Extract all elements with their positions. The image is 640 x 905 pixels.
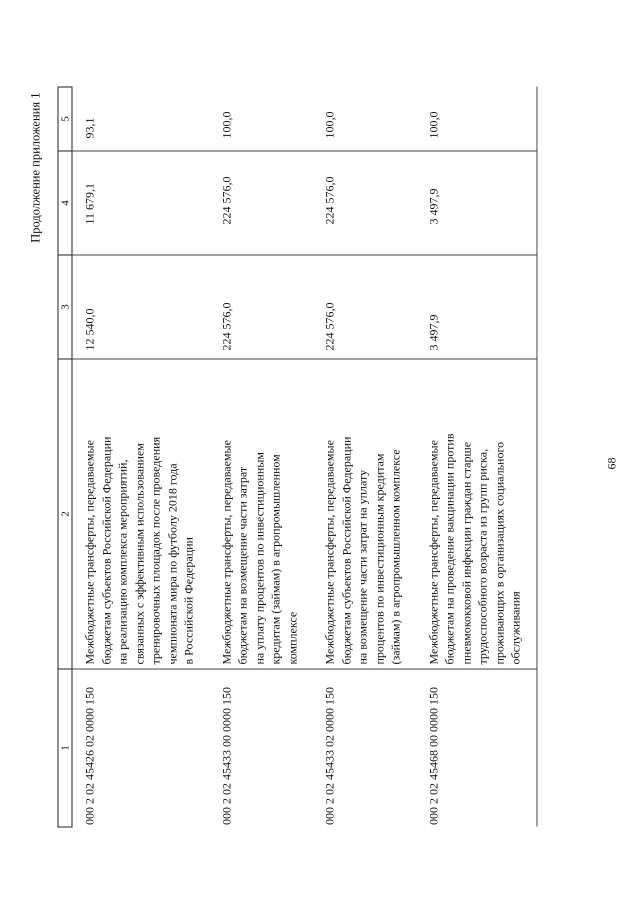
value-col4: 224 576,0: [312, 151, 416, 255]
row-description: Межбюджетные трансферты, передаваемые бюджетам субъектов Российской Федерации на реализацию комплекса мероприятий, связанных с эффективным использованием тренировочных площадок после проведения чемпионата мира по футболу 2018 года в Российской Федерации: [72, 359, 209, 669]
table-row: [312, 87, 416, 827]
value-col3: 3 497,9: [416, 255, 537, 359]
value-col5: 100,0: [312, 87, 416, 151]
table-row: [416, 87, 537, 827]
appendix-table: [57, 86, 537, 827]
header-row: [58, 87, 72, 827]
table-row: [72, 87, 209, 827]
row-description: Межбюджетные трансферты, передаваемые бюджетам субъектов Российской Федерации на возмещение части затрат на уплату процентов по инвестиционным кредитам (займам) в агропромышленном комплексе: [312, 359, 416, 669]
budget-code: 000 2 02 45433 00 0000 150: [218, 686, 233, 825]
continuation-label: Продолжение приложения 1: [28, 92, 42, 243]
col-header-3: 3: [58, 255, 72, 359]
value-col4: 224 576,0: [209, 151, 313, 255]
value-col4: 11 679,1: [72, 151, 209, 255]
table-row: [209, 87, 313, 827]
page-number: 68: [604, 457, 618, 469]
value-col5: 93,1: [72, 87, 209, 151]
budget-code: 000 2 02 45433 02 0000 150: [322, 686, 336, 825]
value-col3: 224 576,0: [209, 255, 313, 359]
value-col5: 100,0: [209, 87, 313, 151]
row-description: Межбюджетные трансферты, передаваемые бюджетам на проведение вакцинации против пневмококковой инфекции граждан старше трудоспособного возраста из групп риска, проживающих в организациях социального обслуживания: [416, 359, 537, 669]
col-header-1: 1: [58, 669, 72, 827]
value-col3: 224 576,0: [312, 255, 416, 359]
col-header-5: 5: [58, 87, 72, 151]
row-description: Межбюджетные трансферты, передаваемые бюджетам на возмещение части затрат на уплату процентов по инвестиционным кредитам (займам) в агропромышленном комплексе: [209, 359, 313, 669]
col-header-2: 2: [58, 359, 72, 669]
value-col5: 100,0: [416, 87, 537, 151]
budget-code: 000 2 02 45468 00 0000 150: [425, 686, 440, 825]
col-header-4: 4: [58, 151, 72, 255]
value-col4: 3 497,9: [416, 151, 537, 255]
value-col3: 12 540,0: [72, 255, 209, 359]
budget-code: 000 2 02 45426 02 0000 150: [82, 686, 96, 825]
